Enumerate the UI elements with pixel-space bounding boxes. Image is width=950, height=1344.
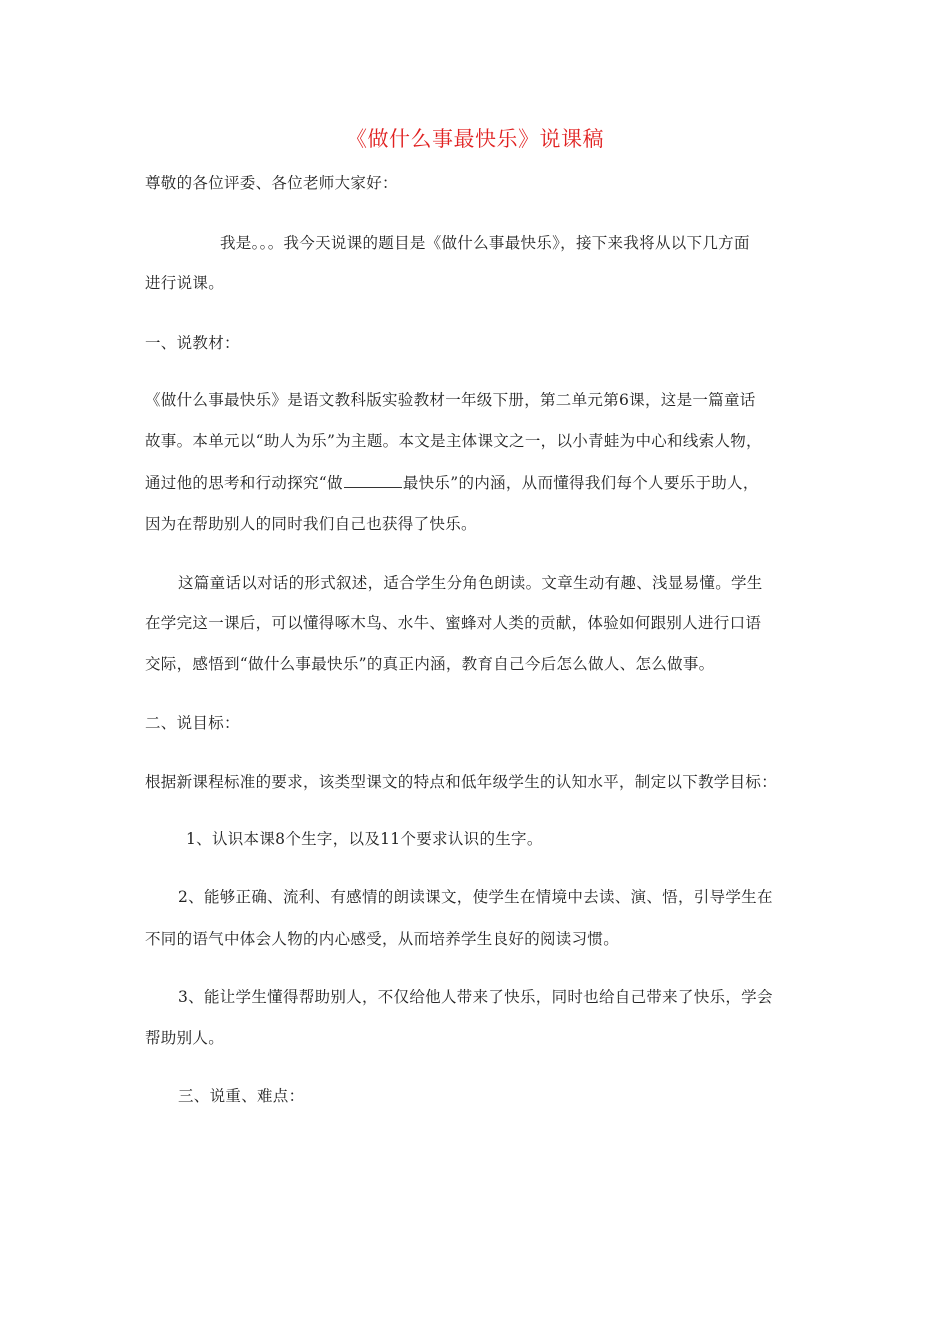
paragraph-1-line-3	[145, 474, 815, 492]
section-heading-3: 三、说重、难点：	[178, 1087, 305, 1105]
fill-in-blank	[344, 475, 402, 488]
paragraph-2-line-2: 在学完这一课后，可以懂得啄木鸟、水牛、蜜蜂对人类的贡献，体验如何跟别人进行口语	[145, 614, 762, 632]
paragraph-2-line-1: 这篇童话以对话的形式叙述，适合学生分角色朗读。文章生动有趣、浅显易懂。学生	[178, 574, 763, 592]
goal-1: 1、认识本课8个生字，以及11个要求认识的生字。	[186, 830, 543, 848]
section-heading-1: 一、说教材：	[145, 334, 240, 352]
paragraph-1-line-3-start: 通过他的思考和行动探究“做	[145, 474, 343, 492]
paragraph-1-line-4: 因为在帮助别人的同时我们自己也获得了快乐。	[145, 515, 477, 533]
greeting-line: 尊敬的各位评委、各位老师大家好：	[145, 174, 398, 192]
goal-3-line-1: 3、能让学生懂得帮助别人，不仅给他人带来了快乐，同时也给自己带来了快乐，学会	[178, 988, 773, 1006]
paragraph-1-line-2: 故事。本单元以“助人为乐”为主题。本文是主体课文之一，以小青蛙为中心和线索人物，	[145, 432, 762, 450]
intro-line-2: 进行说课。	[145, 274, 225, 292]
goal-2-line-2: 不同的语气中体会人物的内心感受，从而培养学生良好的阅读习惯。	[145, 930, 620, 948]
document-title: 《做什么事最快乐》说课稿	[346, 127, 604, 151]
section-heading-2: 二、说目标：	[145, 714, 240, 732]
goal-2-line-1: 2、能够正确、流利、有感情的朗读课文，使学生在情境中去读、演、悟，引导学生在	[178, 888, 773, 906]
paragraph-3-line-1: 根据新课程标准的要求，该类型课文的特点和低年级学生的认知水平，制定以下教学目标：	[145, 773, 778, 791]
paragraph-2-line-3: 交际，感悟到“做什么事最快乐”的真正内涵，教育自己今后怎么做人、怎么做事。	[145, 655, 715, 673]
paragraph-1-line-3-end: 最快乐”的内涵，从而懂得我们每个人要乐于助人，	[402, 474, 759, 492]
intro-line-1: 我是。。。我今天说课的题目是《做什么事最快乐》，接下来我将从以下几方面	[220, 234, 750, 252]
goal-3-line-2: 帮助别人。	[145, 1029, 225, 1047]
paragraph-1-line-1: 《做什么事最快乐》是语文教科版实验教材一年级下册，第二单元第6课，这是一篇童话	[145, 391, 756, 409]
